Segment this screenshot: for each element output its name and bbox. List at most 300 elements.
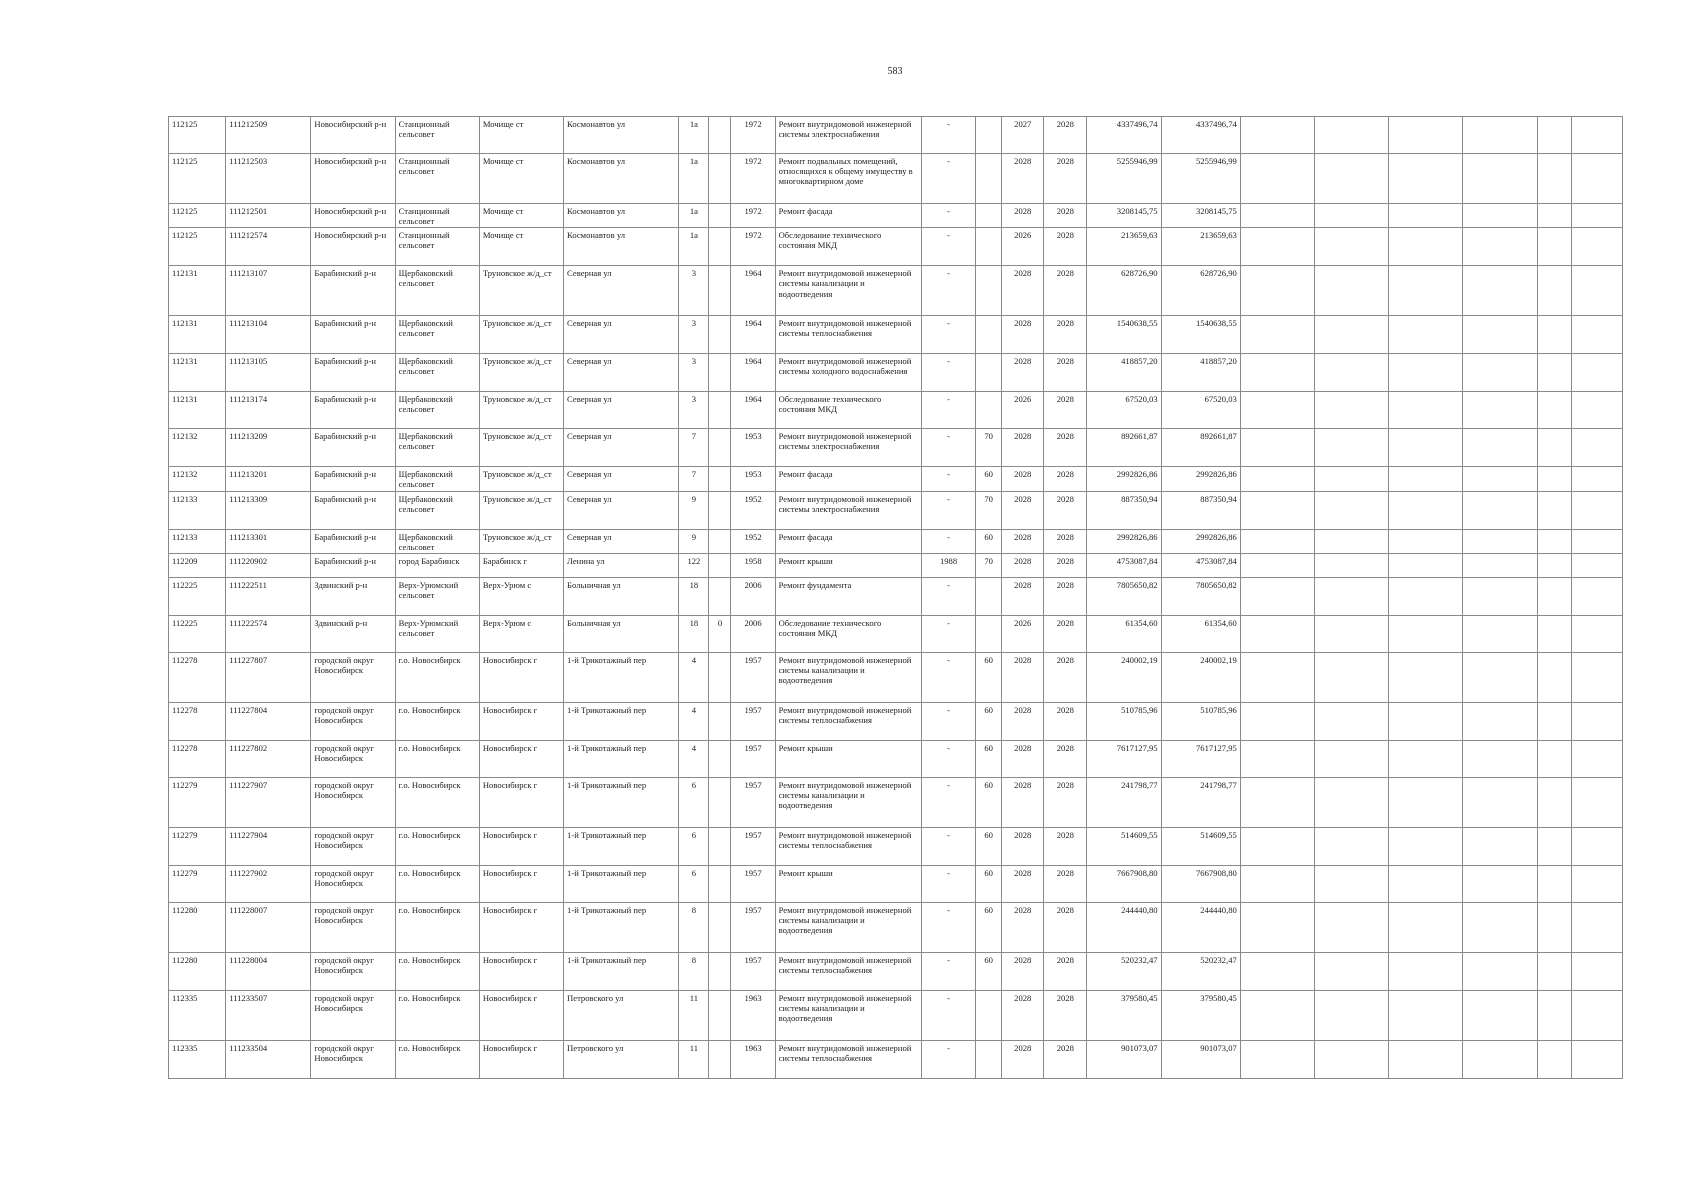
cell-building bbox=[709, 429, 731, 467]
cell-empty bbox=[1463, 316, 1537, 354]
cell-district: Барабинский р-н bbox=[311, 529, 395, 553]
cell-building bbox=[709, 204, 731, 228]
cell-empty bbox=[1463, 865, 1537, 902]
cell-empty bbox=[1389, 117, 1463, 154]
cell-empty bbox=[1537, 467, 1571, 491]
cell-house-id: 112132 bbox=[169, 467, 226, 491]
cell-plan-start: 2027 bbox=[1002, 117, 1044, 154]
cell-empty bbox=[1240, 1040, 1314, 1078]
cell-building bbox=[709, 316, 731, 354]
cell-district: городской округ Новосибирск bbox=[311, 952, 395, 990]
cell-empty bbox=[1389, 952, 1463, 990]
cell-settlement: г.о. Новосибирск bbox=[395, 777, 479, 827]
cell-house-id: 112131 bbox=[169, 392, 226, 429]
cell-house-id: 112125 bbox=[169, 204, 226, 228]
cell-empty bbox=[1315, 429, 1389, 467]
cell-plan-end: 2028 bbox=[1044, 154, 1087, 204]
cell-work-id: 111222511 bbox=[226, 577, 311, 615]
cell-work-type: Ремонт внутридомовой инженерной системы теплоснабжения bbox=[775, 1040, 921, 1078]
cell-work-id: 111212574 bbox=[226, 228, 311, 266]
cell-empty bbox=[1463, 615, 1537, 652]
cell-building bbox=[709, 266, 731, 316]
cell-building bbox=[709, 827, 731, 865]
cell-empty bbox=[1315, 154, 1389, 204]
cell-build-year: 1972 bbox=[731, 154, 775, 204]
cell-house-number: 9 bbox=[679, 491, 709, 529]
cell-build-year: 1957 bbox=[731, 902, 775, 952]
cell-empty bbox=[1571, 228, 1622, 266]
cell-empty bbox=[1463, 902, 1537, 952]
cell-house-id: 112278 bbox=[169, 702, 226, 740]
cell-building bbox=[709, 354, 731, 392]
cell-empty bbox=[1315, 952, 1389, 990]
cell-wear-percent bbox=[976, 316, 1002, 354]
cell-cost: 61354,60 bbox=[1087, 615, 1161, 652]
table-row bbox=[169, 553, 1623, 577]
cell-empty bbox=[1240, 777, 1314, 827]
cell-empty bbox=[1240, 652, 1314, 702]
cell-empty bbox=[1240, 316, 1314, 354]
cell-house-id: 112279 bbox=[169, 777, 226, 827]
cell-wear-percent bbox=[976, 204, 1002, 228]
cell-empty bbox=[1389, 827, 1463, 865]
cell-empty bbox=[1315, 1040, 1389, 1078]
cell-empty bbox=[1315, 827, 1389, 865]
cell-building bbox=[709, 652, 731, 702]
cell-empty bbox=[1315, 228, 1389, 266]
cell-last-repair-year: - bbox=[921, 354, 975, 392]
cell-settlement: г.о. Новосибирск bbox=[395, 952, 479, 990]
cell-building bbox=[709, 529, 731, 553]
cell-empty bbox=[1315, 553, 1389, 577]
cell-empty bbox=[1537, 740, 1571, 777]
cell-locality: Новосибирск г bbox=[479, 990, 563, 1040]
cell-empty bbox=[1571, 316, 1622, 354]
cell-house-id: 112131 bbox=[169, 266, 226, 316]
cell-empty bbox=[1240, 902, 1314, 952]
cell-empty bbox=[1389, 1040, 1463, 1078]
cell-settlement: Щербаковский сельсовет bbox=[395, 491, 479, 529]
cell-work-id: 111228007 bbox=[226, 902, 311, 952]
cell-house-id: 112280 bbox=[169, 902, 226, 952]
cell-house-number: 8 bbox=[679, 902, 709, 952]
cell-building bbox=[709, 154, 731, 204]
cell-street: Северная ул bbox=[564, 491, 679, 529]
cell-locality: Мочище ст bbox=[479, 117, 563, 154]
cell-total-cost: 2992826,86 bbox=[1161, 467, 1240, 491]
cell-cost: 2992826,86 bbox=[1087, 529, 1161, 553]
cell-district: Барабинский р-н bbox=[311, 392, 395, 429]
cell-empty bbox=[1389, 316, 1463, 354]
cell-settlement: г.о. Новосибирск bbox=[395, 990, 479, 1040]
cell-street: Космонавтов ул bbox=[564, 204, 679, 228]
cell-wear-percent: 60 bbox=[976, 827, 1002, 865]
cell-empty bbox=[1537, 316, 1571, 354]
cell-plan-start: 2028 bbox=[1002, 952, 1044, 990]
cell-house-id: 112125 bbox=[169, 228, 226, 266]
cell-house-id: 112131 bbox=[169, 354, 226, 392]
cell-plan-start: 2028 bbox=[1002, 740, 1044, 777]
cell-street: 1-й Трикотажный пер bbox=[564, 827, 679, 865]
cell-empty bbox=[1389, 228, 1463, 266]
cell-street: 1-й Трикотажный пер bbox=[564, 902, 679, 952]
cell-empty bbox=[1537, 827, 1571, 865]
page-number: 583 bbox=[887, 66, 903, 77]
cell-work-id: 111213107 bbox=[226, 266, 311, 316]
cell-build-year: 1963 bbox=[731, 990, 775, 1040]
cell-locality: Новосибирск г bbox=[479, 777, 563, 827]
cell-work-id: 111213201 bbox=[226, 467, 311, 491]
cell-last-repair-year: - bbox=[921, 740, 975, 777]
cell-empty bbox=[1537, 266, 1571, 316]
cell-empty bbox=[1315, 392, 1389, 429]
cell-build-year: 1953 bbox=[731, 429, 775, 467]
cell-cost: 4337496,74 bbox=[1087, 117, 1161, 154]
cell-total-cost: 379580,45 bbox=[1161, 990, 1240, 1040]
table-row bbox=[169, 117, 1623, 154]
table-row bbox=[169, 429, 1623, 467]
cell-wear-percent: 60 bbox=[976, 902, 1002, 952]
cell-settlement: Щербаковский сельсовет bbox=[395, 316, 479, 354]
cell-building bbox=[709, 1040, 731, 1078]
cell-plan-end: 2028 bbox=[1044, 316, 1087, 354]
cell-empty bbox=[1240, 467, 1314, 491]
cell-locality: Барабинск г bbox=[479, 553, 563, 577]
cell-build-year: 1952 bbox=[731, 529, 775, 553]
cell-plan-end: 2028 bbox=[1044, 117, 1087, 154]
cell-locality: Верх-Урюм с bbox=[479, 615, 563, 652]
cell-empty bbox=[1571, 1040, 1622, 1078]
cell-empty bbox=[1315, 740, 1389, 777]
cell-empty bbox=[1571, 615, 1622, 652]
cell-building bbox=[709, 990, 731, 1040]
cell-empty bbox=[1537, 553, 1571, 577]
cell-settlement: г.о. Новосибирск bbox=[395, 702, 479, 740]
cell-build-year: 1953 bbox=[731, 467, 775, 491]
cell-empty bbox=[1315, 865, 1389, 902]
cell-empty bbox=[1389, 529, 1463, 553]
cell-house-number: 3 bbox=[679, 266, 709, 316]
cell-district: Барабинский р-н bbox=[311, 316, 395, 354]
table-row bbox=[169, 266, 1623, 316]
cell-empty bbox=[1463, 1040, 1537, 1078]
cell-plan-start: 2028 bbox=[1002, 491, 1044, 529]
cell-plan-end: 2028 bbox=[1044, 652, 1087, 702]
cell-empty bbox=[1315, 467, 1389, 491]
cell-house-number: 8 bbox=[679, 952, 709, 990]
cell-house-id: 112133 bbox=[169, 491, 226, 529]
cell-empty bbox=[1571, 117, 1622, 154]
cell-work-type: Ремонт внутридомовой инженерной системы электроснабжения bbox=[775, 491, 921, 529]
cell-empty bbox=[1463, 204, 1537, 228]
cell-build-year: 1957 bbox=[731, 740, 775, 777]
cell-total-cost: 1540638,55 bbox=[1161, 316, 1240, 354]
cell-empty bbox=[1571, 577, 1622, 615]
cell-street: Северная ул bbox=[564, 266, 679, 316]
cell-total-cost: 3208145,75 bbox=[1161, 204, 1240, 228]
cell-work-type: Обследование технического состояния МКД bbox=[775, 228, 921, 266]
cell-empty bbox=[1240, 952, 1314, 990]
cell-work-type: Ремонт фасада bbox=[775, 529, 921, 553]
cell-locality: Труновское ж/д_ст bbox=[479, 467, 563, 491]
cell-empty bbox=[1389, 467, 1463, 491]
cell-empty bbox=[1240, 392, 1314, 429]
cell-plan-start: 2026 bbox=[1002, 615, 1044, 652]
cell-building bbox=[709, 740, 731, 777]
cell-plan-end: 2028 bbox=[1044, 429, 1087, 467]
cell-locality: Труновское ж/д_ст bbox=[479, 266, 563, 316]
cell-last-repair-year: - bbox=[921, 902, 975, 952]
cell-wear-percent bbox=[976, 577, 1002, 615]
cell-work-id: 111227907 bbox=[226, 777, 311, 827]
cell-work-id: 111227807 bbox=[226, 652, 311, 702]
cell-plan-start: 2028 bbox=[1002, 266, 1044, 316]
table-row bbox=[169, 865, 1623, 902]
cell-empty bbox=[1315, 266, 1389, 316]
cell-last-repair-year: - bbox=[921, 952, 975, 990]
cell-building bbox=[709, 228, 731, 266]
cell-house-id: 112132 bbox=[169, 429, 226, 467]
cell-district: Новосибирский р-н bbox=[311, 117, 395, 154]
cell-work-type: Ремонт фундамента bbox=[775, 577, 921, 615]
cell-empty bbox=[1315, 702, 1389, 740]
cell-empty bbox=[1389, 702, 1463, 740]
cell-build-year: 1957 bbox=[731, 827, 775, 865]
cell-house-number: 3 bbox=[679, 392, 709, 429]
cell-plan-end: 2028 bbox=[1044, 740, 1087, 777]
cell-last-repair-year: - bbox=[921, 990, 975, 1040]
cell-building: 0 bbox=[709, 615, 731, 652]
cell-empty bbox=[1389, 777, 1463, 827]
cell-empty bbox=[1537, 865, 1571, 902]
cell-plan-end: 2028 bbox=[1044, 952, 1087, 990]
cell-total-cost: 7667908,80 bbox=[1161, 865, 1240, 902]
cell-street: Северная ул bbox=[564, 316, 679, 354]
cell-settlement: г.о. Новосибирск bbox=[395, 827, 479, 865]
cell-house-id: 112225 bbox=[169, 577, 226, 615]
cell-empty bbox=[1571, 952, 1622, 990]
cell-empty bbox=[1463, 117, 1537, 154]
cell-street: 1-й Трикотажный пер bbox=[564, 702, 679, 740]
cell-district: Новосибирский р-н bbox=[311, 154, 395, 204]
cell-empty bbox=[1315, 577, 1389, 615]
cell-last-repair-year: - bbox=[921, 1040, 975, 1078]
cell-empty bbox=[1240, 990, 1314, 1040]
cell-empty bbox=[1537, 777, 1571, 827]
cell-empty bbox=[1463, 429, 1537, 467]
cell-plan-end: 2028 bbox=[1044, 354, 1087, 392]
cell-cost: 628726,90 bbox=[1087, 266, 1161, 316]
cell-street: Больничная ул bbox=[564, 615, 679, 652]
cell-work-type: Ремонт внутридомовой инженерной системы канализации и водоотведения bbox=[775, 902, 921, 952]
cell-work-type: Ремонт фасада bbox=[775, 467, 921, 491]
cell-building bbox=[709, 392, 731, 429]
cell-work-id: 111213301 bbox=[226, 529, 311, 553]
cell-plan-start: 2028 bbox=[1002, 154, 1044, 204]
cell-plan-start: 2028 bbox=[1002, 529, 1044, 553]
cell-empty bbox=[1315, 902, 1389, 952]
cell-locality: Новосибирск г bbox=[479, 865, 563, 902]
cell-build-year: 1957 bbox=[731, 652, 775, 702]
cell-total-cost: 4753087,84 bbox=[1161, 553, 1240, 577]
cell-last-repair-year: - bbox=[921, 204, 975, 228]
cell-empty bbox=[1463, 529, 1537, 553]
cell-empty bbox=[1389, 553, 1463, 577]
cell-cost: 887350,94 bbox=[1087, 491, 1161, 529]
cell-work-id: 111213209 bbox=[226, 429, 311, 467]
cell-total-cost: 2992826,86 bbox=[1161, 529, 1240, 553]
cell-empty bbox=[1463, 467, 1537, 491]
cell-settlement: г.о. Новосибирск bbox=[395, 865, 479, 902]
cell-district: Здвинский р-н bbox=[311, 577, 395, 615]
cell-settlement: г.о. Новосибирск bbox=[395, 740, 479, 777]
cell-empty bbox=[1315, 529, 1389, 553]
cell-empty bbox=[1571, 865, 1622, 902]
cell-settlement: г.о. Новосибирск bbox=[395, 902, 479, 952]
cell-house-number: 1а bbox=[679, 117, 709, 154]
cell-street: Больничная ул bbox=[564, 577, 679, 615]
cell-empty bbox=[1389, 266, 1463, 316]
cell-empty bbox=[1240, 228, 1314, 266]
table-row bbox=[169, 990, 1623, 1040]
cell-build-year: 1952 bbox=[731, 491, 775, 529]
cell-wear-percent: 60 bbox=[976, 865, 1002, 902]
cell-settlement: Верх-Урюмский сельсовет bbox=[395, 577, 479, 615]
cell-empty bbox=[1571, 702, 1622, 740]
cell-work-id: 111213309 bbox=[226, 491, 311, 529]
cell-district: городской округ Новосибирск bbox=[311, 902, 395, 952]
cell-build-year: 1957 bbox=[731, 777, 775, 827]
cell-district: Барабинский р-н bbox=[311, 266, 395, 316]
cell-plan-end: 2028 bbox=[1044, 702, 1087, 740]
cell-locality: Труновское ж/д_ст bbox=[479, 392, 563, 429]
cell-empty bbox=[1389, 615, 1463, 652]
cell-work-type: Ремонт внутридомовой инженерной системы канализации и водоотведения bbox=[775, 266, 921, 316]
cell-house-number: 4 bbox=[679, 652, 709, 702]
table-row bbox=[169, 154, 1623, 204]
cell-empty bbox=[1571, 491, 1622, 529]
cell-last-repair-year: - bbox=[921, 491, 975, 529]
cell-work-id: 111227902 bbox=[226, 865, 311, 902]
cell-build-year: 1964 bbox=[731, 266, 775, 316]
cell-empty bbox=[1240, 577, 1314, 615]
cell-last-repair-year: - bbox=[921, 316, 975, 354]
cell-settlement: город Барабинск bbox=[395, 553, 479, 577]
cell-build-year: 1964 bbox=[731, 354, 775, 392]
cell-work-id: 111212503 bbox=[226, 154, 311, 204]
cell-work-id: 111213104 bbox=[226, 316, 311, 354]
cell-empty bbox=[1571, 553, 1622, 577]
cell-build-year: 2006 bbox=[731, 577, 775, 615]
cell-locality: Новосибирск г bbox=[479, 827, 563, 865]
cell-plan-end: 2028 bbox=[1044, 1040, 1087, 1078]
cell-total-cost: 418857,20 bbox=[1161, 354, 1240, 392]
cell-total-cost: 510785,96 bbox=[1161, 702, 1240, 740]
cell-wear-percent: 60 bbox=[976, 529, 1002, 553]
cell-cost: 520232,47 bbox=[1087, 952, 1161, 990]
cell-house-id: 112280 bbox=[169, 952, 226, 990]
cell-wear-percent bbox=[976, 354, 1002, 392]
cell-empty bbox=[1315, 990, 1389, 1040]
cell-empty bbox=[1315, 204, 1389, 228]
table-row bbox=[169, 702, 1623, 740]
cell-cost: 418857,20 bbox=[1087, 354, 1161, 392]
cell-district: городской округ Новосибирск bbox=[311, 827, 395, 865]
table-row bbox=[169, 467, 1623, 491]
table-row bbox=[169, 827, 1623, 865]
cell-house-number: 3 bbox=[679, 316, 709, 354]
cell-empty bbox=[1463, 740, 1537, 777]
cell-build-year: 1964 bbox=[731, 392, 775, 429]
cell-empty bbox=[1571, 902, 1622, 952]
cell-empty bbox=[1537, 952, 1571, 990]
cell-empty bbox=[1315, 652, 1389, 702]
cell-street: Космонавтов ул bbox=[564, 154, 679, 204]
cell-locality: Мочище ст bbox=[479, 228, 563, 266]
cell-house-id: 112335 bbox=[169, 990, 226, 1040]
cell-build-year: 1957 bbox=[731, 865, 775, 902]
cell-plan-start: 2028 bbox=[1002, 204, 1044, 228]
cell-house-number: 18 bbox=[679, 577, 709, 615]
cell-plan-start: 2028 bbox=[1002, 902, 1044, 952]
cell-plan-start: 2028 bbox=[1002, 702, 1044, 740]
cell-wear-percent: 60 bbox=[976, 740, 1002, 777]
cell-house-id: 112133 bbox=[169, 529, 226, 553]
cell-empty bbox=[1389, 990, 1463, 1040]
cell-district: Барабинский р-н bbox=[311, 491, 395, 529]
cell-street: Северная ул bbox=[564, 429, 679, 467]
cell-house-number: 1а bbox=[679, 228, 709, 266]
cell-empty bbox=[1463, 702, 1537, 740]
cell-last-repair-year: - bbox=[921, 702, 975, 740]
cell-plan-start: 2028 bbox=[1002, 577, 1044, 615]
cell-settlement: Щербаковский сельсовет bbox=[395, 529, 479, 553]
cell-empty bbox=[1240, 740, 1314, 777]
cell-locality: Труновское ж/д_ст bbox=[479, 316, 563, 354]
cell-empty bbox=[1240, 117, 1314, 154]
table-row bbox=[169, 354, 1623, 392]
cell-empty bbox=[1240, 154, 1314, 204]
cell-empty bbox=[1463, 154, 1537, 204]
cell-plan-end: 2028 bbox=[1044, 827, 1087, 865]
cell-locality: Труновское ж/д_ст bbox=[479, 354, 563, 392]
cell-work-type: Ремонт внутридомовой инженерной системы теплоснабжения bbox=[775, 702, 921, 740]
cell-total-cost: 67520,03 bbox=[1161, 392, 1240, 429]
cell-settlement: Щербаковский сельсовет bbox=[395, 467, 479, 491]
cell-street: 1-й Трикотажный пер bbox=[564, 777, 679, 827]
cell-street: Северная ул bbox=[564, 392, 679, 429]
cell-house-id: 112278 bbox=[169, 740, 226, 777]
cell-plan-start: 2028 bbox=[1002, 652, 1044, 702]
cell-cost: 213659,63 bbox=[1087, 228, 1161, 266]
cell-empty bbox=[1240, 266, 1314, 316]
cell-building bbox=[709, 865, 731, 902]
cell-last-repair-year: - bbox=[921, 577, 975, 615]
cell-work-id: 111227904 bbox=[226, 827, 311, 865]
cell-empty bbox=[1389, 204, 1463, 228]
cell-total-cost: 514609,55 bbox=[1161, 827, 1240, 865]
cell-house-number: 6 bbox=[679, 865, 709, 902]
cell-plan-start: 2028 bbox=[1002, 777, 1044, 827]
cell-empty bbox=[1571, 266, 1622, 316]
cell-empty bbox=[1463, 228, 1537, 266]
cell-settlement: Щербаковский сельсовет bbox=[395, 429, 479, 467]
cell-locality: Труновское ж/д_ст bbox=[479, 491, 563, 529]
cell-building bbox=[709, 577, 731, 615]
cell-work-type: Ремонт крыши bbox=[775, 740, 921, 777]
cell-plan-end: 2028 bbox=[1044, 266, 1087, 316]
cell-house-number: 18 bbox=[679, 615, 709, 652]
